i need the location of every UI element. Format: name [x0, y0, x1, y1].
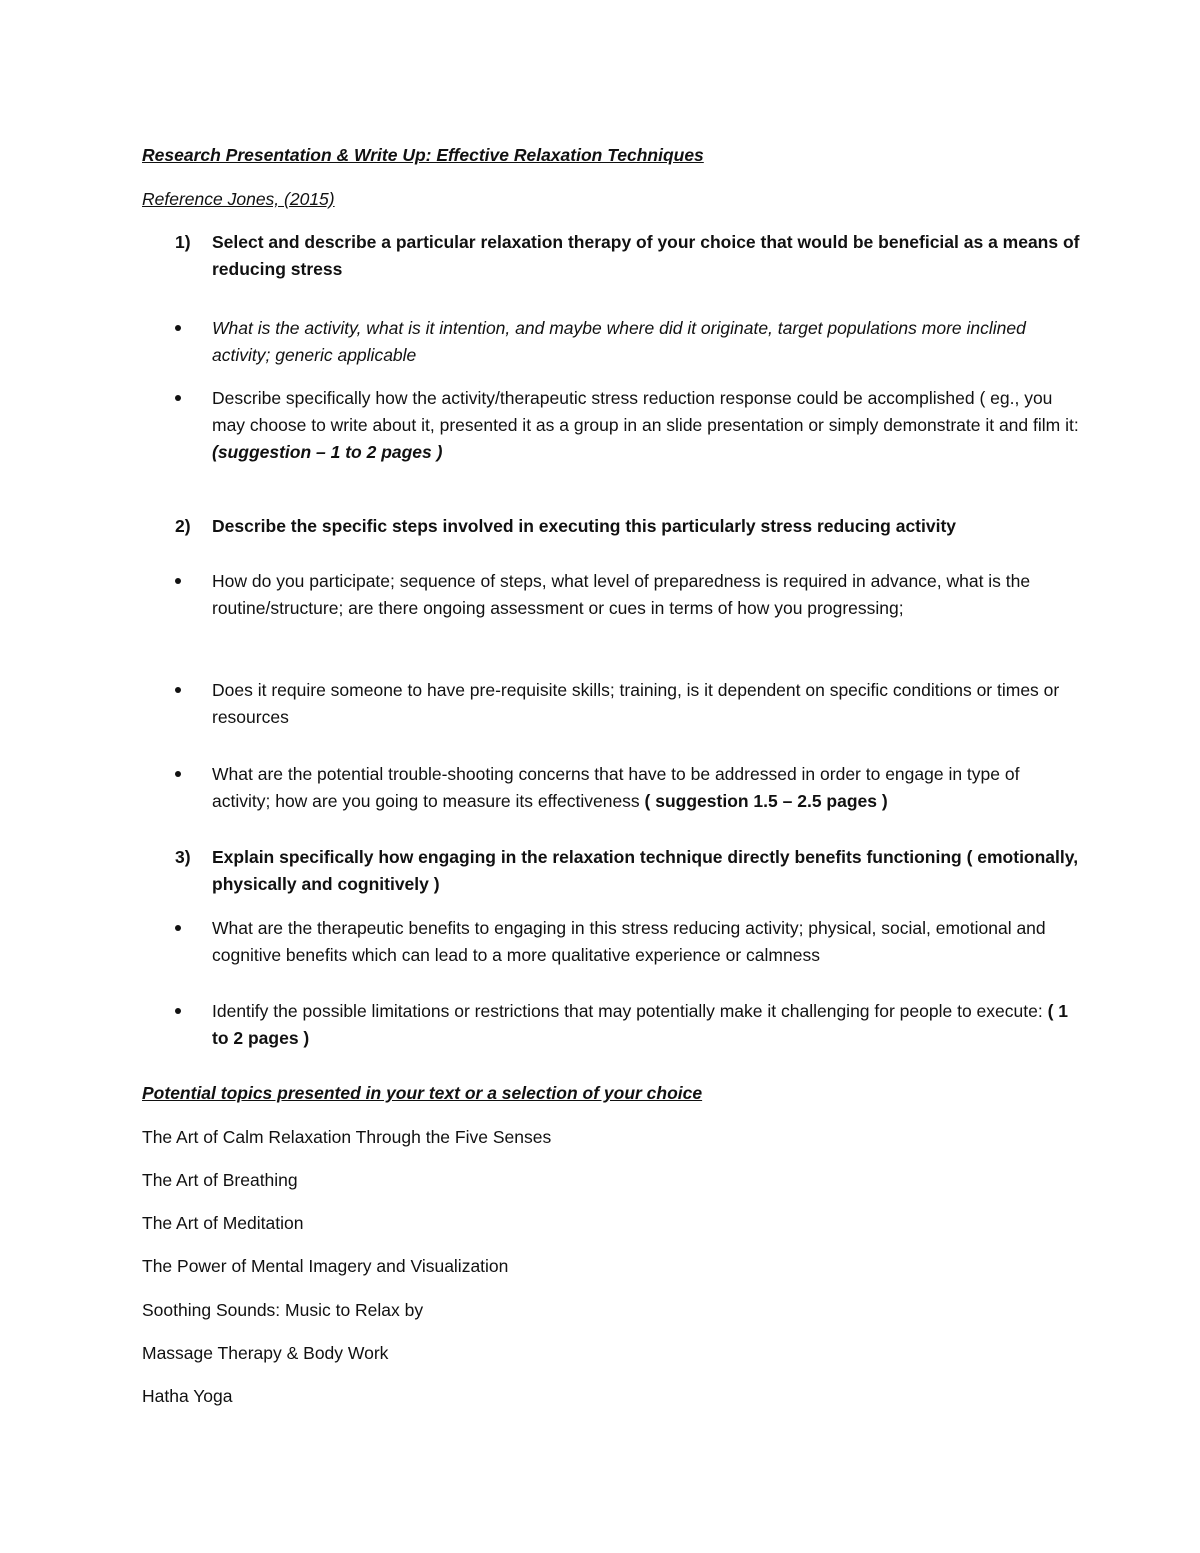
bullet-dot [175, 395, 181, 401]
bullet-item [212, 761, 1082, 815]
bullet-item [212, 998, 1082, 1052]
bullet-text: Describe specifically how the activity/therapeutic stress reduction response could be accomplished ( eg., you may choose to write about it, presented it as a group in an slide presentation or simply demonstrate it and film it: [212, 388, 1079, 435]
topic-item: The Art of Calm Relaxation Through the Five Senses [142, 1127, 552, 1147]
bullet-text: What is the activity, what is it intention, and maybe where did it originate, target populations more inclined activity; generic applicable [212, 318, 1026, 365]
section-number: 1) [175, 232, 191, 252]
topic-item: The Art of Breathing [142, 1170, 298, 1190]
bullet-dot [175, 325, 181, 331]
section-heading: Select and describe a particular relaxation therapy of your choice that would be beneficial as a means of reducing stress [212, 232, 1080, 279]
bullet-text: How do you participate; sequence of steps, what level of preparedness is required in advance, what is the routine/structure; are there ongoing assessment or cues in terms of how you progressing; [212, 571, 1031, 618]
bullet-text: Identify the possible limitations or restrictions that may potentially make it challenging for people to execute: [212, 1001, 1048, 1021]
topic-item: Hatha Yoga [142, 1386, 233, 1406]
topic-item: The Art of Meditation [142, 1213, 304, 1233]
topic-item: Massage Therapy & Body Work [142, 1343, 389, 1363]
topic-item: Soothing Sounds: Music to Relax by [142, 1300, 424, 1320]
page-suggestion: (suggestion – 1 to 2 pages ) [212, 442, 443, 462]
section-heading: Explain specifically how engaging in the relaxation technique directly benefits functioning ( emotionally, physically and cognitively ) [212, 847, 1079, 894]
bullet-text: What are the potential trouble-shooting concerns that have to be addressed in order to engage in type of activity; how are you going to measure its effectiveness [212, 764, 1020, 811]
bullet-dot [175, 925, 181, 931]
bullet-dot [175, 1008, 181, 1014]
bullet-item [212, 385, 1082, 466]
bullet-dot [175, 687, 181, 693]
page-suggestion: ( 1 to 2 pages ) [212, 1001, 1069, 1048]
section-number: 2) [175, 516, 191, 536]
section-number: 3) [175, 847, 191, 867]
bullet-text: What are the therapeutic benefits to engaging in this stress reducing activity; physical, social, emotional and cognitive benefits which can lead to a more qualitative experience or calmness [212, 918, 1046, 965]
bullet-text: Does it require someone to have pre-requisite skills; training, is it dependent on specific conditions or times or resources [212, 680, 1060, 727]
section-heading: Describe the specific steps involved in executing this particularly stress reducing activity [212, 516, 957, 536]
page-suggestion: ( suggestion 1.5 – 2.5 pages ) [644, 791, 888, 811]
reference-line: Reference Jones, (2015) [142, 189, 335, 209]
bullet-dot [175, 578, 181, 584]
topics-heading: Potential topics presented in your text or a selection of your choice [142, 1083, 703, 1103]
topic-item: The Power of Mental Imagery and Visualization [142, 1256, 509, 1276]
bullet-dot [175, 771, 181, 777]
document-title: Research Presentation & Write Up: Effective Relaxation Techniques [142, 145, 704, 165]
